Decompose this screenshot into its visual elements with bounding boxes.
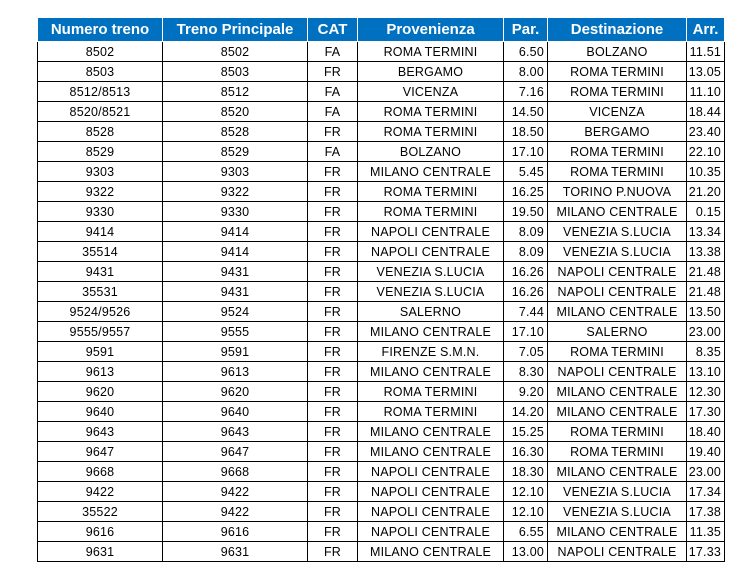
cell-provenienza: ROMA TERMINI <box>358 42 504 62</box>
cell-cat: FR <box>308 282 358 302</box>
cell-provenienza: SALERNO <box>358 302 504 322</box>
cell-destinazione: VENEZIA S.LUCIA <box>548 482 687 502</box>
cell-cat: FA <box>308 142 358 162</box>
header-row <box>38 18 725 42</box>
cell-provenienza: ROMA TERMINI <box>358 182 504 202</box>
cell-numero-treno: 9640 <box>38 402 163 422</box>
cell-provenienza: BOLZANO <box>358 142 504 162</box>
cell-destinazione: ROMA TERMINI <box>548 342 687 362</box>
cell-destinazione: VENEZIA S.LUCIA <box>548 222 687 242</box>
cell-treno-principale: 9555 <box>163 322 308 342</box>
cell-destinazione: ROMA TERMINI <box>548 142 687 162</box>
cell-destinazione: MILANO CENTRALE <box>548 462 687 482</box>
cell-numero-treno: 9555/9557 <box>38 322 163 342</box>
header-arrivo: Arr. <box>687 18 725 42</box>
cell-provenienza: NAPOLI CENTRALE <box>358 482 504 502</box>
cell-cat: FR <box>308 62 358 82</box>
cell-arrivo: 10.35 <box>687 162 725 182</box>
cell-arrivo: 23.00 <box>687 322 725 342</box>
cell-numero-treno: 9303 <box>38 162 163 182</box>
cell-partenza: 7.44 <box>504 302 548 322</box>
cell-arrivo: 13.38 <box>687 242 725 262</box>
cell-treno-principale: 9647 <box>163 442 308 462</box>
table-row <box>38 522 725 542</box>
cell-arrivo: 21.20 <box>687 182 725 202</box>
cell-numero-treno: 9322 <box>38 182 163 202</box>
cell-arrivo: 17.30 <box>687 402 725 422</box>
cell-treno-principale: 8529 <box>163 142 308 162</box>
cell-arrivo: 19.40 <box>687 442 725 462</box>
cell-cat: FR <box>308 122 358 142</box>
table-row <box>38 402 725 422</box>
cell-numero-treno: 8529 <box>38 142 163 162</box>
cell-cat: FR <box>308 222 358 242</box>
cell-partenza: 19.50 <box>504 202 548 222</box>
cell-provenienza: VENEZIA S.LUCIA <box>358 282 504 302</box>
table-row <box>38 462 725 482</box>
cell-destinazione: NAPOLI CENTRALE <box>548 262 687 282</box>
header-partenza: Par. <box>504 18 548 42</box>
cell-cat: FR <box>308 542 358 562</box>
cell-provenienza: NAPOLI CENTRALE <box>358 462 504 482</box>
table-row <box>38 122 725 142</box>
cell-destinazione: NAPOLI CENTRALE <box>548 282 687 302</box>
table-row <box>38 82 725 102</box>
cell-destinazione: MILANO CENTRALE <box>548 522 687 542</box>
cell-treno-principale: 9422 <box>163 482 308 502</box>
cell-destinazione: NAPOLI CENTRALE <box>548 542 687 562</box>
cell-arrivo: 11.51 <box>687 42 725 62</box>
cell-provenienza: MILANO CENTRALE <box>358 362 504 382</box>
cell-provenienza: MILANO CENTRALE <box>358 322 504 342</box>
cell-destinazione: ROMA TERMINI <box>548 422 687 442</box>
cell-destinazione: ROMA TERMINI <box>548 442 687 462</box>
table-row <box>38 542 725 562</box>
cell-numero-treno: 9330 <box>38 202 163 222</box>
cell-cat: FR <box>308 462 358 482</box>
cell-destinazione: ROMA TERMINI <box>548 162 687 182</box>
cell-treno-principale: 9414 <box>163 242 308 262</box>
cell-provenienza: NAPOLI CENTRALE <box>358 242 504 262</box>
cell-destinazione: MILANO CENTRALE <box>548 202 687 222</box>
cell-treno-principale: 9524 <box>163 302 308 322</box>
cell-partenza: 16.26 <box>504 282 548 302</box>
cell-arrivo: 22.10 <box>687 142 725 162</box>
cell-partenza: 8.09 <box>504 242 548 262</box>
table-row <box>38 262 725 282</box>
cell-partenza: 17.10 <box>504 142 548 162</box>
table-row <box>38 202 725 222</box>
cell-treno-principale: 9631 <box>163 542 308 562</box>
cell-partenza: 14.50 <box>504 102 548 122</box>
cell-partenza: 18.30 <box>504 462 548 482</box>
cell-numero-treno: 35531 <box>38 282 163 302</box>
cell-numero-treno: 9620 <box>38 382 163 402</box>
cell-treno-principale: 9422 <box>163 502 308 522</box>
cell-destinazione: NAPOLI CENTRALE <box>548 362 687 382</box>
table-row <box>38 482 725 502</box>
cell-treno-principale: 9613 <box>163 362 308 382</box>
table-row <box>38 422 725 442</box>
table-row <box>38 62 725 82</box>
train-schedule-table <box>37 17 725 562</box>
cell-cat: FR <box>308 162 358 182</box>
cell-numero-treno: 9524/9526 <box>38 302 163 322</box>
table-row <box>38 362 725 382</box>
cell-numero-treno: 9668 <box>38 462 163 482</box>
cell-provenienza: VICENZA <box>358 82 504 102</box>
cell-destinazione: VENEZIA S.LUCIA <box>548 502 687 522</box>
cell-partenza: 8.30 <box>504 362 548 382</box>
cell-arrivo: 23.00 <box>687 462 725 482</box>
cell-partenza: 15.25 <box>504 422 548 442</box>
cell-provenienza: VENEZIA S.LUCIA <box>358 262 504 282</box>
cell-partenza: 12.10 <box>504 482 548 502</box>
cell-cat: FA <box>308 102 358 122</box>
cell-partenza: 6.55 <box>504 522 548 542</box>
cell-destinazione: VICENZA <box>548 102 687 122</box>
cell-destinazione: ROMA TERMINI <box>548 82 687 102</box>
cell-arrivo: 23.40 <box>687 122 725 142</box>
cell-partenza: 13.00 <box>504 542 548 562</box>
header-provenienza: Provenienza <box>358 18 504 42</box>
cell-partenza: 17.10 <box>504 322 548 342</box>
cell-arrivo: 11.35 <box>687 522 725 542</box>
cell-partenza: 9.20 <box>504 382 548 402</box>
cell-provenienza: NAPOLI CENTRALE <box>358 502 504 522</box>
cell-cat: FR <box>308 302 358 322</box>
table-row <box>38 282 725 302</box>
cell-numero-treno: 9431 <box>38 262 163 282</box>
cell-cat: FR <box>308 262 358 282</box>
cell-numero-treno: 9616 <box>38 522 163 542</box>
cell-partenza: 16.26 <box>504 262 548 282</box>
cell-numero-treno: 9414 <box>38 222 163 242</box>
cell-cat: FR <box>308 182 358 202</box>
cell-provenienza: BERGAMO <box>358 62 504 82</box>
cell-numero-treno: 9631 <box>38 542 163 562</box>
header-cat: CAT <box>308 18 358 42</box>
cell-treno-principale: 8512 <box>163 82 308 102</box>
cell-partenza: 18.50 <box>504 122 548 142</box>
cell-provenienza: ROMA TERMINI <box>358 402 504 422</box>
cell-provenienza: NAPOLI CENTRALE <box>358 222 504 242</box>
cell-arrivo: 13.10 <box>687 362 725 382</box>
cell-numero-treno: 9647 <box>38 442 163 462</box>
cell-provenienza: ROMA TERMINI <box>358 102 504 122</box>
table-row <box>38 222 725 242</box>
cell-partenza: 16.25 <box>504 182 548 202</box>
cell-treno-principale: 9640 <box>163 402 308 422</box>
table-body <box>38 42 725 562</box>
cell-cat: FR <box>308 522 358 542</box>
table-row <box>38 322 725 342</box>
cell-provenienza: NAPOLI CENTRALE <box>358 522 504 542</box>
table-row <box>38 102 725 122</box>
header-destinazione: Destinazione <box>548 18 687 42</box>
cell-partenza: 5.45 <box>504 162 548 182</box>
cell-cat: FR <box>308 242 358 262</box>
cell-arrivo: 17.33 <box>687 542 725 562</box>
cell-numero-treno: 8520/8521 <box>38 102 163 122</box>
cell-provenienza: FIRENZE S.M.N. <box>358 342 504 362</box>
cell-numero-treno: 8503 <box>38 62 163 82</box>
cell-treno-principale: 9616 <box>163 522 308 542</box>
table-row <box>38 162 725 182</box>
cell-partenza: 14.20 <box>504 402 548 422</box>
cell-destinazione: MILANO CENTRALE <box>548 382 687 402</box>
cell-provenienza: MILANO CENTRALE <box>358 442 504 462</box>
cell-cat: FR <box>308 322 358 342</box>
cell-cat: FR <box>308 442 358 462</box>
cell-destinazione: VENEZIA S.LUCIA <box>548 242 687 262</box>
cell-partenza: 8.09 <box>504 222 548 242</box>
cell-treno-principale: 9643 <box>163 422 308 442</box>
cell-treno-principale: 9322 <box>163 182 308 202</box>
cell-destinazione: ROMA TERMINI <box>548 62 687 82</box>
cell-provenienza: MILANO CENTRALE <box>358 422 504 442</box>
cell-provenienza: MILANO CENTRALE <box>358 162 504 182</box>
cell-arrivo: 18.44 <box>687 102 725 122</box>
cell-cat: FR <box>308 202 358 222</box>
cell-treno-principale: 8502 <box>163 42 308 62</box>
cell-destinazione: SALERNO <box>548 322 687 342</box>
cell-partenza: 7.16 <box>504 82 548 102</box>
cell-treno-principale: 8520 <box>163 102 308 122</box>
cell-cat: FR <box>308 502 358 522</box>
cell-arrivo: 17.38 <box>687 502 725 522</box>
table-row <box>38 182 725 202</box>
cell-provenienza: ROMA TERMINI <box>358 382 504 402</box>
cell-destinazione: MILANO CENTRALE <box>548 302 687 322</box>
cell-treno-principale: 9620 <box>163 382 308 402</box>
cell-partenza: 8.00 <box>504 62 548 82</box>
cell-partenza: 12.10 <box>504 502 548 522</box>
cell-cat: FA <box>308 42 358 62</box>
cell-arrivo: 11.10 <box>687 82 725 102</box>
cell-arrivo: 13.50 <box>687 302 725 322</box>
cell-destinazione: MILANO CENTRALE <box>548 402 687 422</box>
cell-numero-treno: 35514 <box>38 242 163 262</box>
cell-cat: FR <box>308 422 358 442</box>
cell-destinazione: BERGAMO <box>548 122 687 142</box>
cell-arrivo: 0.15 <box>687 202 725 222</box>
cell-numero-treno: 8528 <box>38 122 163 142</box>
cell-arrivo: 8.35 <box>687 342 725 362</box>
cell-arrivo: 13.34 <box>687 222 725 242</box>
cell-numero-treno: 9422 <box>38 482 163 502</box>
cell-cat: FR <box>308 362 358 382</box>
cell-cat: FR <box>308 382 358 402</box>
header-treno-principale: Treno Principale <box>163 18 308 42</box>
cell-provenienza: ROMA TERMINI <box>358 122 504 142</box>
table-row <box>38 242 725 262</box>
cell-cat: FA <box>308 82 358 102</box>
cell-cat: FR <box>308 482 358 502</box>
cell-treno-principale: 9431 <box>163 282 308 302</box>
cell-numero-treno: 9591 <box>38 342 163 362</box>
cell-cat: FR <box>308 342 358 362</box>
cell-treno-principale: 8503 <box>163 62 308 82</box>
table-row <box>38 382 725 402</box>
cell-partenza: 6.50 <box>504 42 548 62</box>
cell-partenza: 16.30 <box>504 442 548 462</box>
cell-treno-principale: 9591 <box>163 342 308 362</box>
table-row <box>38 442 725 462</box>
table-row <box>38 342 725 362</box>
cell-destinazione: BOLZANO <box>548 42 687 62</box>
table-row <box>38 502 725 522</box>
cell-arrivo: 21.48 <box>687 282 725 302</box>
cell-arrivo: 17.34 <box>687 482 725 502</box>
cell-numero-treno: 8502 <box>38 42 163 62</box>
cell-provenienza: ROMA TERMINI <box>358 202 504 222</box>
cell-treno-principale: 8528 <box>163 122 308 142</box>
cell-arrivo: 21.48 <box>687 262 725 282</box>
cell-treno-principale: 9414 <box>163 222 308 242</box>
cell-treno-principale: 9431 <box>163 262 308 282</box>
cell-treno-principale: 9668 <box>163 462 308 482</box>
cell-treno-principale: 9330 <box>163 202 308 222</box>
cell-numero-treno: 35522 <box>38 502 163 522</box>
cell-cat: FR <box>308 402 358 422</box>
cell-partenza: 7.05 <box>504 342 548 362</box>
header-numero-treno: Numero treno <box>38 18 163 42</box>
cell-arrivo: 13.05 <box>687 62 725 82</box>
cell-numero-treno: 9613 <box>38 362 163 382</box>
table-row <box>38 302 725 322</box>
table-row <box>38 42 725 62</box>
cell-arrivo: 12.30 <box>687 382 725 402</box>
cell-numero-treno: 8512/8513 <box>38 82 163 102</box>
table-row <box>38 142 725 162</box>
cell-treno-principale: 9303 <box>163 162 308 182</box>
cell-provenienza: MILANO CENTRALE <box>358 542 504 562</box>
cell-numero-treno: 9643 <box>38 422 163 442</box>
cell-arrivo: 18.40 <box>687 422 725 442</box>
cell-destinazione: TORINO P.NUOVA <box>548 182 687 202</box>
